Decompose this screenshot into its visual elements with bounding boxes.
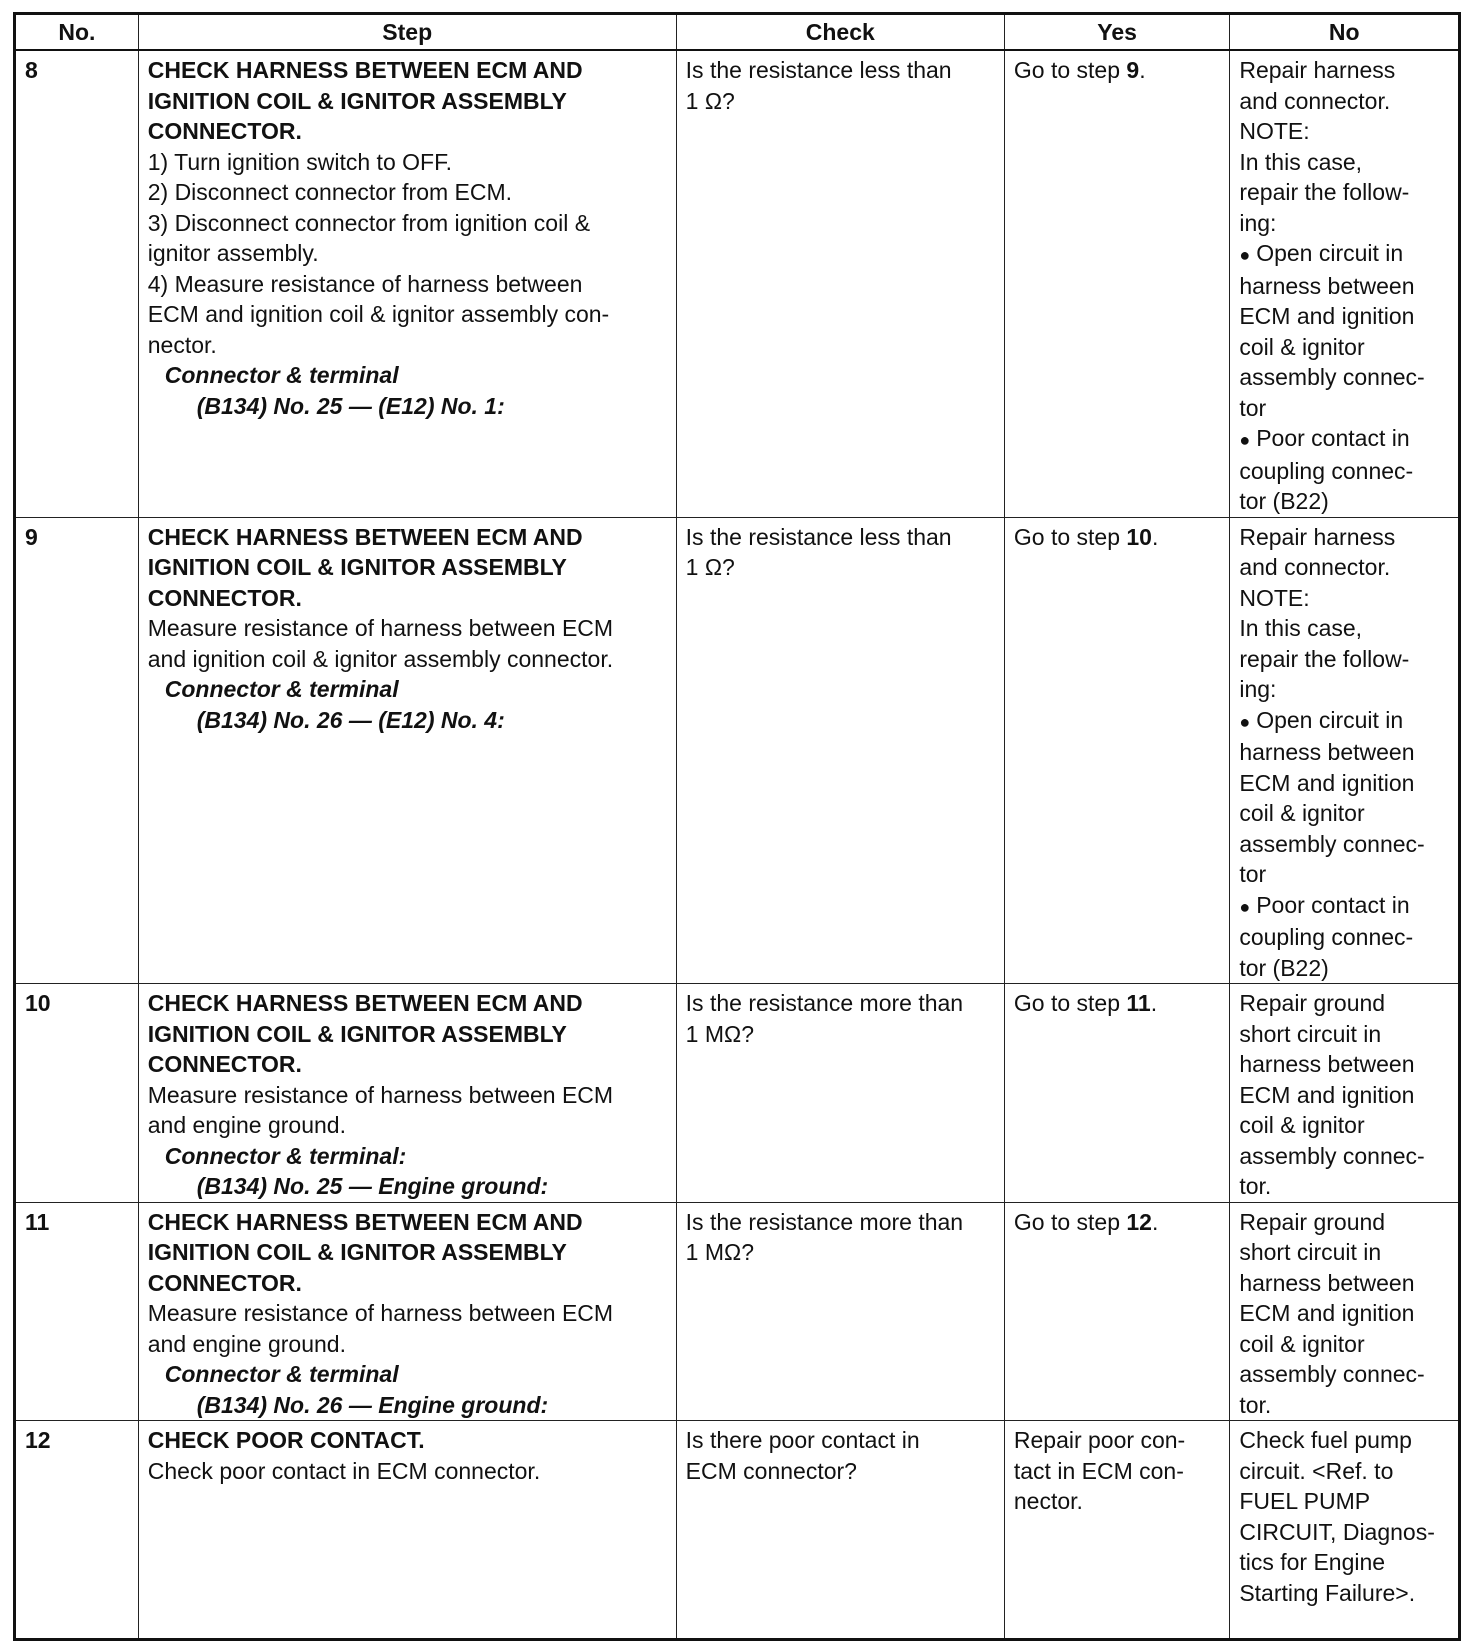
no-bullet-line	[1239, 922, 1450, 953]
no-result-cell	[1230, 50, 1460, 517]
step-cell	[138, 50, 676, 517]
no-text: NOTE:	[1239, 118, 1310, 144]
no-bullet-text: Poor contact in	[1256, 425, 1410, 451]
no-bullet-line	[1239, 829, 1450, 860]
no-bullet-line	[1239, 798, 1450, 829]
connector-label: Connector & terminal:	[164, 1142, 407, 1169]
no-bullet-text: coil & ignitor	[1239, 800, 1365, 826]
no-text: and connector.	[1239, 87, 1391, 114]
no-text: coil & ignitor	[1239, 1330, 1365, 1357]
step-heading: CHECK POOR CONTACT.	[147, 1427, 425, 1453]
no-bullet-line	[1239, 737, 1450, 768]
header-step: Step	[138, 14, 676, 51]
no-bullet-line	[1239, 953, 1450, 984]
step-instruction: and engine ground.	[147, 1330, 346, 1357]
yes-text: Repair poor con-	[1013, 1427, 1186, 1453]
step-instruction: 3) Disconnect connector from ignition coil &	[147, 209, 591, 236]
yes-text: nector.	[1013, 1488, 1083, 1514]
no-bullet-line	[1239, 238, 1450, 271]
step-number: 10	[15, 984, 139, 1203]
step-heading: IGNITION COIL & IGNITOR ASSEMBLY	[147, 554, 567, 580]
bullet-icon: ●	[1239, 430, 1251, 450]
step-heading: CHECK HARNESS BETWEEN ECM AND	[147, 523, 583, 550]
no-text: circuit. <Ref. to	[1239, 1457, 1394, 1484]
check-text: 1 Ω?	[685, 554, 735, 580]
step-cell	[138, 1202, 676, 1421]
table-row	[15, 984, 1460, 1203]
header-no-result: No	[1230, 14, 1460, 51]
step-heading: CONNECTOR.	[147, 584, 302, 611]
table-row	[15, 517, 1460, 984]
connector-terminal: (B134) No. 26 — (E12) No. 4:	[196, 706, 505, 733]
check-cell	[676, 517, 1004, 984]
yes-step-link: 11	[1126, 990, 1151, 1016]
no-text: FUEL PUMP	[1239, 1488, 1371, 1514]
check-text: ECM connector?	[685, 1457, 857, 1484]
no-bullet-text: tor	[1239, 861, 1267, 887]
no-text: tor.	[1239, 1391, 1272, 1418]
no-text: harness between	[1239, 1269, 1415, 1296]
no-text: short circuit in	[1239, 1239, 1382, 1265]
yes-cell	[1004, 1202, 1229, 1421]
yes-text: tact in ECM con-	[1013, 1457, 1184, 1484]
no-bullet-text: coil & ignitor	[1239, 333, 1365, 360]
step-instruction: nector.	[147, 331, 217, 358]
yes-step-link: 12	[1126, 1208, 1152, 1235]
step-cell	[138, 1421, 676, 1640]
bullet-icon: ●	[1239, 896, 1251, 917]
no-text: ECM and ignition	[1239, 1081, 1415, 1108]
yes-suffix: .	[1151, 523, 1159, 550]
no-text: Repair ground	[1239, 990, 1386, 1016]
check-text: Is the resistance less than	[685, 523, 952, 550]
no-text: Check fuel pump	[1239, 1427, 1412, 1453]
yes-suffix: .	[1139, 57, 1146, 83]
no-text: In this case,	[1239, 148, 1363, 175]
no-bullet-line	[1239, 705, 1450, 738]
step-number: 12	[15, 1421, 139, 1640]
header-check: Check	[676, 14, 1004, 51]
step-number: 8	[15, 50, 139, 517]
no-result-cell	[1230, 517, 1460, 984]
connector-terminal: (B134) No. 26 — Engine ground:	[196, 1391, 549, 1418]
no-bullet-line	[1239, 486, 1450, 517]
bullet-icon: ●	[1239, 245, 1251, 265]
check-text: 1 Ω?	[685, 87, 735, 114]
table-row	[15, 1202, 1460, 1421]
no-bullet-line	[1239, 423, 1450, 456]
step-instruction: 1) Turn ignition switch to OFF.	[147, 148, 452, 175]
no-bullet-line	[1239, 301, 1450, 332]
no-bullet-text: assembly connec-	[1239, 364, 1425, 390]
no-result-cell	[1230, 984, 1460, 1203]
step-heading: CHECK HARNESS BETWEEN ECM AND	[147, 1208, 583, 1235]
no-text: Starting Failure>.	[1239, 1579, 1416, 1606]
no-bullet-text: ECM and ignition	[1239, 769, 1415, 796]
step-instruction: Measure resistance of harness between ECM	[147, 1081, 614, 1108]
step-cell	[138, 517, 676, 984]
table-header-row	[15, 14, 1460, 51]
no-bullet-line	[1239, 393, 1450, 424]
connector-terminal: (B134) No. 25 — (E12) No. 1:	[196, 392, 505, 419]
no-text: and connector.	[1239, 554, 1391, 580]
yes-suffix: .	[1151, 1208, 1159, 1235]
no-bullet-text: Open circuit in	[1256, 706, 1404, 733]
no-text: Repair ground	[1239, 1208, 1386, 1235]
step-instruction: and ignition coil & ignitor assembly connector.	[147, 645, 614, 672]
step-heading: CHECK HARNESS BETWEEN ECM AND	[147, 990, 583, 1016]
header-yes: Yes	[1004, 14, 1229, 51]
connector-label: Connector & terminal	[164, 1361, 399, 1387]
no-text: Repair harness	[1239, 57, 1396, 83]
no-text: repair the follow-	[1239, 179, 1410, 205]
no-text: tor.	[1239, 1173, 1272, 1199]
step-heading: CONNECTOR.	[147, 1269, 302, 1296]
step-heading: CHECK HARNESS BETWEEN ECM AND	[147, 57, 583, 83]
step-heading: IGNITION COIL & IGNITOR ASSEMBLY	[147, 1239, 567, 1265]
bullet-icon: ●	[1239, 711, 1251, 732]
step-instruction: Measure resistance of harness between ECM	[147, 1300, 614, 1326]
check-cell	[676, 984, 1004, 1203]
connector-label: Connector & terminal	[164, 362, 399, 388]
yes-step-link: 9	[1126, 57, 1140, 83]
no-bullet-line	[1239, 456, 1450, 487]
yes-cell	[1004, 517, 1229, 984]
yes-suffix: .	[1150, 990, 1158, 1016]
step-instruction: ECM and ignition coil & ignitor assembly con-	[147, 301, 610, 327]
no-text: CIRCUIT, Diagnos-	[1239, 1518, 1435, 1545]
no-text: NOTE:	[1239, 584, 1310, 611]
step-number: 11	[15, 1202, 139, 1421]
no-text: ECM and ignition	[1239, 1300, 1415, 1326]
yes-cell	[1004, 50, 1229, 517]
check-text: Is the resistance more than	[685, 990, 964, 1016]
header-no: No.	[15, 14, 139, 51]
yes-prefix: Go to step	[1013, 523, 1127, 550]
no-bullet-text: Poor contact in	[1256, 891, 1410, 918]
no-bullet-line	[1239, 768, 1450, 799]
step-number: 9	[15, 517, 139, 984]
step-instruction: Check poor contact in ECM connector.	[147, 1457, 541, 1484]
no-bullet-text: coupling connec-	[1239, 457, 1414, 484]
step-instruction: 4) Measure resistance of harness between	[147, 270, 583, 297]
no-bullet-line	[1239, 362, 1450, 393]
no-bullet-text: assembly connec-	[1239, 830, 1425, 857]
connector-label: Connector & terminal	[164, 676, 399, 702]
no-result-cell	[1230, 1421, 1460, 1640]
check-text: Is the resistance less than	[685, 57, 952, 83]
yes-step-link: 10	[1126, 523, 1152, 550]
no-text: short circuit in	[1239, 1020, 1382, 1047]
no-text: coil & ignitor	[1239, 1112, 1365, 1138]
no-bullet-text: harness between	[1239, 739, 1415, 765]
no-text: repair the follow-	[1239, 645, 1410, 672]
table-row	[15, 1421, 1460, 1640]
no-bullet-text: harness between	[1239, 272, 1415, 299]
no-text: Repair harness	[1239, 523, 1396, 550]
no-bullet-text: tor (B22)	[1239, 488, 1329, 514]
step-instruction: 2) Disconnect connector from ECM.	[147, 179, 513, 205]
no-text: ing:	[1239, 209, 1277, 236]
no-text: In this case,	[1239, 615, 1363, 641]
no-text: tics for Engine	[1239, 1549, 1386, 1575]
check-text: 1 MΩ?	[685, 1020, 754, 1047]
step-heading: CONNECTOR.	[147, 1051, 302, 1077]
no-text: harness between	[1239, 1051, 1415, 1077]
step-instruction: and engine ground.	[147, 1112, 346, 1138]
step-instruction: Measure resistance of harness between ECM	[147, 615, 614, 641]
step-heading: CONNECTOR.	[147, 118, 302, 144]
check-text: Is there poor contact in	[685, 1427, 920, 1453]
no-text: assembly connec-	[1239, 1361, 1425, 1387]
check-cell	[676, 1202, 1004, 1421]
step-heading: IGNITION COIL & IGNITOR ASSEMBLY	[147, 1020, 567, 1047]
no-bullet-line	[1239, 271, 1450, 302]
no-bullet-text: tor	[1239, 394, 1267, 421]
no-text: assembly connec-	[1239, 1142, 1425, 1169]
no-bullet-text: ECM and ignition	[1239, 303, 1415, 329]
no-bullet-line	[1239, 332, 1450, 363]
check-text: 1 MΩ?	[685, 1239, 754, 1265]
table-row	[15, 50, 1460, 517]
check-text: Is the resistance more than	[685, 1208, 964, 1235]
yes-prefix: Go to step	[1013, 57, 1127, 83]
no-bullet-line	[1239, 890, 1450, 923]
no-bullet-text: coupling connec-	[1239, 924, 1414, 950]
check-cell	[676, 1421, 1004, 1640]
diagnostic-table	[13, 12, 1461, 1641]
yes-prefix: Go to step	[1013, 1208, 1127, 1235]
step-instruction: ignitor assembly.	[147, 240, 319, 266]
no-result-cell	[1230, 1202, 1460, 1421]
check-cell	[676, 50, 1004, 517]
connector-terminal: (B134) No. 25 — Engine ground:	[196, 1173, 549, 1199]
no-bullet-text: Open circuit in	[1256, 240, 1404, 266]
yes-cell	[1004, 1421, 1229, 1640]
step-cell	[138, 984, 676, 1203]
no-bullet-text: tor (B22)	[1239, 954, 1329, 981]
no-text: ing:	[1239, 676, 1277, 702]
yes-prefix: Go to step	[1013, 990, 1127, 1016]
step-heading: IGNITION COIL & IGNITOR ASSEMBLY	[147, 87, 567, 114]
no-bullet-line	[1239, 859, 1450, 890]
yes-cell	[1004, 984, 1229, 1203]
